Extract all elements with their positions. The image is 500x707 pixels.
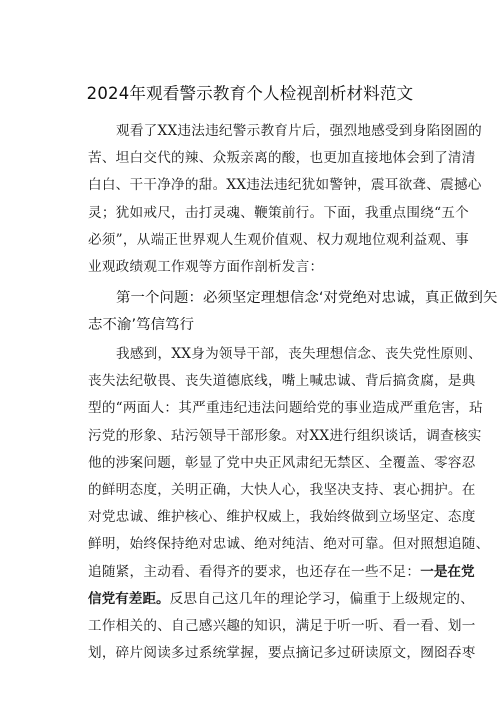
heading-line: 志不渝’笃信笃行 xyxy=(88,317,195,333)
section-heading xyxy=(88,285,498,339)
heading-line: 第一个问题：必须坚定理想信念‘对党绝对忠诚，真正做到矢 xyxy=(116,290,498,306)
paragraph-line: 工作相关的、自己感兴趣的知识，满足于听一听、看一看、划一 xyxy=(88,617,476,634)
paragraph-line: 业观政绩观工作观等方面作剖析发言： xyxy=(88,258,324,275)
paragraph-line: 型的“两面人：其严重违纪违法问题给党的事业造成严重危害，玷 xyxy=(88,400,483,417)
paragraph-line: 鲜明，始终保持绝对忠诚、绝对纯洁、绝对可靠。但对照想追随、 xyxy=(88,536,490,553)
section-body xyxy=(88,341,490,667)
paragraph-line: 必须”，从端正世界观人生观价值观、权力观地位观利益观、事 xyxy=(88,231,469,248)
paragraph-line xyxy=(88,586,475,613)
paragraph-line: 污党的形象、玷污领导干部形象。对XX进行组织谈话，调查核实 xyxy=(88,427,482,444)
emphasis-text: 一是在党 xyxy=(420,563,475,580)
paragraph-line: 他的涉案问题，彰显了党中央正风肃纪无禁区、全覆盖、零容忍 xyxy=(88,454,476,471)
paragraph-line: 丧失法纪敬畏、丧失道德底线，嘴上喊忠诚、背后搞贪腐，是典 xyxy=(88,373,476,390)
paragraph-line: 对党忠诚、维护核心、维护权威上，我始终做到立场坚定、态度 xyxy=(88,509,476,526)
paragraph-line xyxy=(88,559,475,586)
document-title: 2024年观看警示教育个人检视剖析材料范文 xyxy=(86,84,414,103)
paragraph-text: 追随紧，主动看、看得齐的要求，也还存在一些不足： xyxy=(88,563,421,580)
paragraph-line: 观看了XX违法违纪警示教育片后，强烈地感受到身陷囹圄的 xyxy=(116,123,482,139)
paragraph-line: 划，碎片阅读多过系统掌握，要点摘记多过研读原文，囫囵吞枣 xyxy=(88,645,476,662)
emphasis-text: 信党有差距。 xyxy=(88,590,170,607)
paragraph-line: 的鲜明态度，关明正确，大快人心，我坚决支持、衷心拥护。在 xyxy=(88,481,476,498)
paragraph-line: 灵；犹如戒尺，击打灵魂、鞭策前行。下面，我重点围绕“五个 xyxy=(88,204,469,221)
paragraph-line: 我感到，XX身为领导干部，丧失理想信念、丧失党性原则、 xyxy=(116,346,482,362)
intro-paragraph xyxy=(88,118,482,281)
paragraph-line: 白白、干干净净的甜。XX违法违纪犹如警钟，震耳欲聋、震撼心 xyxy=(88,177,482,194)
paragraph-line: 苦、坦白交代的辣、众叛亲离的酸，也更加直接地体会到了清清 xyxy=(88,150,476,167)
paragraph-text: 反思自己这几年的理论学习，偏重于上级规定的、 xyxy=(169,590,475,607)
